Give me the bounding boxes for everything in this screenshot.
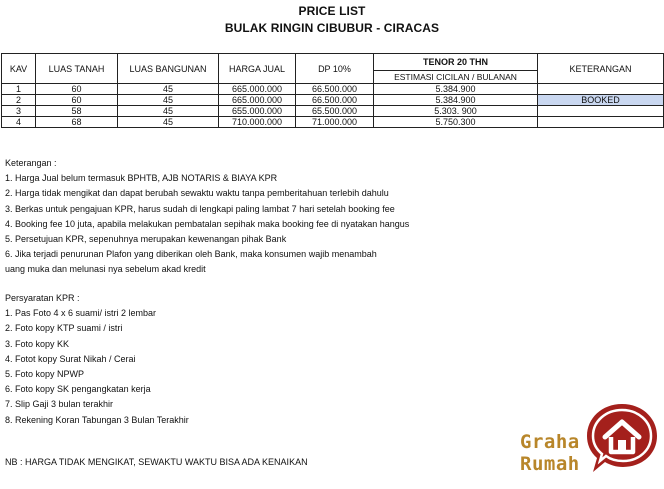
keterangan-section	[5, 156, 409, 278]
keterangan-item: 5. Persetujuan KPR, sepenuhnya merupakan kewenangan pihak Bank	[5, 234, 287, 245]
col-header-luas-tanah: LUAS TANAH	[36, 54, 118, 84]
table-header-row	[2, 54, 664, 84]
cell-dp: 66.500.000	[296, 95, 374, 106]
persyaratan-item: 5. Foto kopy NPWP	[5, 369, 85, 380]
cell-luas-tanah: 68	[36, 117, 118, 128]
persyaratan-item: 1. Pas Foto 4 x 6 suami/ istri 2 lembar	[5, 308, 157, 319]
cell-harga-jual: 655.000.000	[219, 106, 296, 117]
col-header-tenor	[374, 54, 538, 84]
cell-luas-tanah: 60	[36, 84, 118, 95]
logo-text-graha: Graha	[520, 431, 580, 453]
cell-kav: 3	[2, 106, 36, 117]
cell-dp: 66.500.000	[296, 84, 374, 95]
col-header-keterangan: KETERANGAN	[538, 54, 664, 84]
keterangan-item: 2. Harga tidak mengikat dan dapat berubah sewaktu waktu tanpa pemberitahuan terlebih dahulu	[5, 188, 389, 199]
table-row	[2, 95, 664, 106]
keterangan-item: 1. Harga Jual belum termasuk BPHTB, AJB NOTARIS & BIAYA KPR	[5, 173, 278, 184]
cell-dp: 65.500.000	[296, 106, 374, 117]
tenor-title: TENOR 20 THN	[422, 57, 488, 67]
cell-keterangan	[538, 106, 664, 117]
page-subtitle: BULAK RINGIN CIBUBUR - CIRACAS	[224, 21, 440, 35]
price-table	[1, 53, 664, 128]
col-header-luas-bangunan: LUAS BANGUNAN	[118, 54, 219, 84]
cell-harga-jual: 665.000.000	[219, 95, 296, 106]
cell-luas-bangunan: 45	[118, 84, 219, 95]
persyaratan-heading: Persyaratan KPR :	[5, 293, 80, 303]
cell-luas-tanah: 58	[36, 106, 118, 117]
persyaratan-item: 7. Slip Gaji 3 bulan terakhir	[5, 399, 114, 410]
cell-luas-bangunan: 45	[118, 117, 219, 128]
keterangan-item: uang muka dan melunasi nya sebelum akad kredit	[5, 264, 206, 275]
cell-keterangan	[538, 84, 664, 95]
keterangan-heading: Keterangan :	[5, 158, 57, 168]
cell-kav: 4	[2, 117, 36, 128]
table-row	[2, 106, 664, 117]
cell-luas-bangunan: 45	[118, 106, 219, 117]
cell-cicilan: 5.750.300	[374, 117, 538, 128]
tenor-subtitle: ESTIMASI CICILAN / BULANAN	[374, 70, 537, 83]
cell-luas-bangunan: 45	[118, 95, 219, 106]
cell-kav: 2	[2, 95, 36, 106]
cell-kav: 1	[2, 84, 36, 95]
cell-keterangan	[538, 117, 664, 128]
table-row	[2, 117, 664, 128]
col-header-dp: DP 10%	[296, 54, 374, 84]
persyaratan-item: 4. Fotot kopy Surat Nikah / Cerai	[5, 353, 136, 364]
cell-cicilan: 5.384.900	[374, 84, 538, 95]
cell-harga-jual: 665.000.000	[219, 84, 296, 95]
cell-cicilan: 5.303. 900	[374, 106, 538, 117]
booked-status-cell: BOOKED	[538, 95, 664, 106]
keterangan-item: 4. Booking fee 10 juta, apabila melakukan pembatalan sepihak maka booking fee di nyatakan hangus	[5, 218, 410, 229]
cell-cicilan: 5.384.900	[374, 95, 538, 106]
keterangan-item: 3. Berkas untuk pengajuan KPR, harus sudah di lengkapi paling lambat 7 hari setelah booking fee	[5, 203, 395, 214]
persyaratan-item: 8. Rekening Koran Tabungan 3 Bulan Terakhir	[5, 414, 189, 425]
persyaratan-item: 6. Foto kopy SK pengangkatan kerja	[5, 384, 151, 395]
col-header-kav: KAV	[2, 54, 36, 84]
persyaratan-section	[5, 291, 189, 428]
keterangan-item: 6. Jika terjadi penurunan Plafon yang diberikan oleh Bank, maka konsumen wajib menambah	[5, 249, 377, 260]
table-row	[2, 84, 664, 95]
page-title: PRICE LIST	[298, 4, 366, 18]
logo-text-rumah: Rumah	[520, 453, 580, 475]
house-speech-bubble-icon	[583, 400, 661, 478]
persyaratan-item: 3. Foto kopy KK	[5, 338, 70, 349]
cell-dp: 71.000.000	[296, 117, 374, 128]
col-header-harga-jual: HARGA JUAL	[219, 54, 296, 84]
cell-harga-jual: 710.000.000	[219, 117, 296, 128]
persyaratan-item: 2. Foto kopy KTP suami / istri	[5, 323, 123, 334]
nb-note: NB : HARGA TIDAK MENGIKAT, SEWAKTU WAKTU BISA ADA KENAIKAN	[5, 457, 308, 467]
cell-luas-tanah: 60	[36, 95, 118, 106]
